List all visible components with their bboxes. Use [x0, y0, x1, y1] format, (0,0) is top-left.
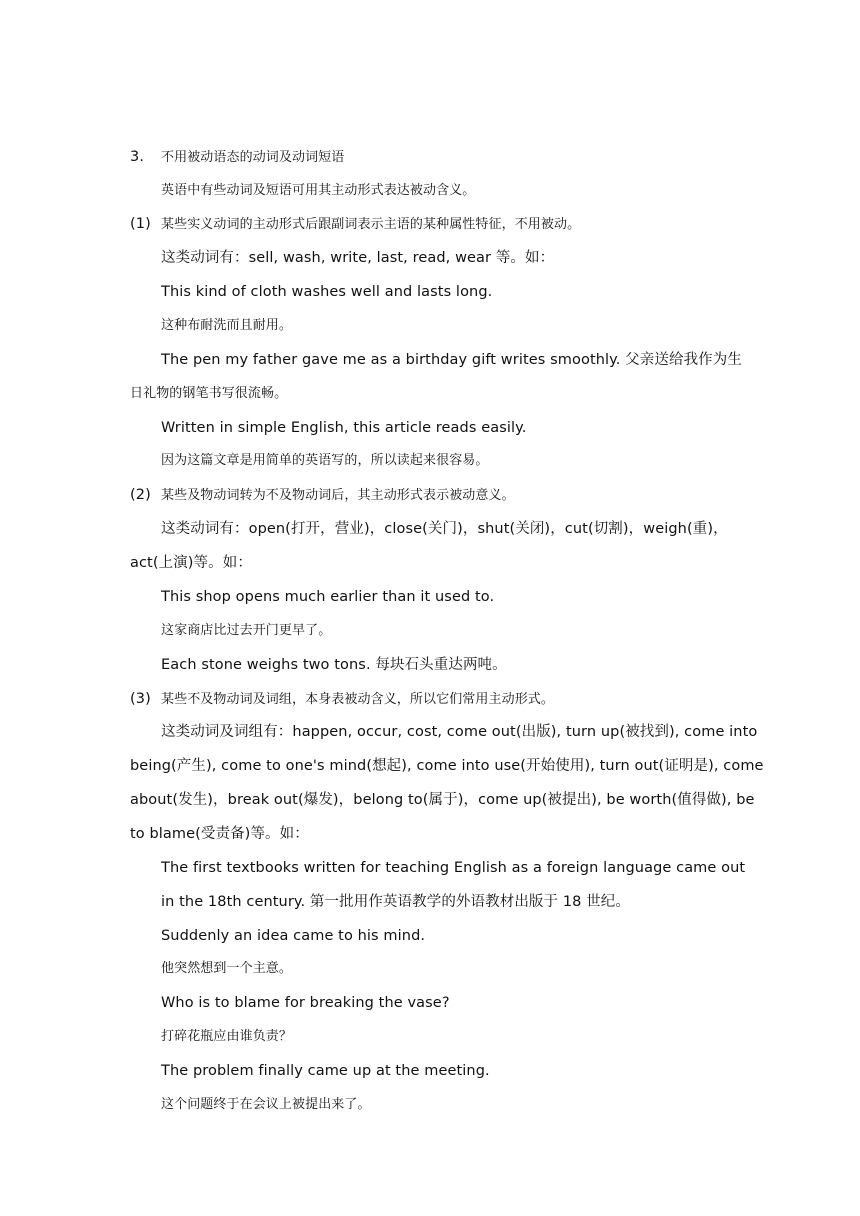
verb-list: 这类动词及词组有：happen, occur, cost, come out(出版), turn up(被找到), come into [161, 724, 758, 740]
verb-list-continued: to blame(受责备)等。如： [130, 826, 309, 842]
example-translation: 打碎花瓶应由谁负责？ [161, 1029, 293, 1044]
example-sentence: Written in simple English, this article reads easily. [161, 420, 527, 436]
verb-list-continued: being(产生), come to one's mind(想起), come into use(开始使用), turn out(证明是), come [130, 758, 764, 774]
example-translation: 这家商店比过去开门更早了。 [161, 623, 332, 638]
example-sentence-continued: in the 18th century. 第一批用作英语教学的外语教材出版于 18 世纪。 [161, 894, 630, 910]
subsection-title: 某些实义动词的主动形式后跟副词表示主语的某种属性特征，不用被动。 [161, 217, 581, 232]
example-sentence: The first textbooks written for teaching English as a foreign language came out [161, 860, 746, 876]
example-sentence: This shop opens much earlier than it used to. [161, 589, 495, 605]
example-translation: 日礼物的钢笔书写很流畅。 [130, 386, 288, 401]
example-sentence: Suddenly an idea came to his mind. [161, 928, 426, 944]
example-sentence: The pen my father gave me as a birthday gift writes smoothly. 父亲送给我作为生 [161, 352, 742, 368]
example-translation: 这个问题终于在会议上被提出来了。 [161, 1097, 371, 1112]
subsection-heading [130, 688, 554, 712]
subsection-number: (2) [130, 487, 151, 503]
section-title: 不用被动语态的动词及动词短语 [161, 150, 345, 165]
subsection-title: 某些不及物动词及词组，本身表被动含义，所以它们常用主动形式。 [161, 692, 555, 707]
section-number: 3. [130, 149, 145, 165]
subsection-title: 某些及物动词转为不及物动词后，其主动形式表示被动意义。 [161, 488, 515, 503]
example-sentence: This kind of cloth washes well and lasts long. [161, 284, 493, 300]
example-sentence: Each stone weighs two tons. 每块石头重达两吨。 [161, 657, 507, 673]
example-translation: 他突然想到一个主意。 [161, 961, 293, 976]
verb-list: 这类动词有：sell, wash, write, last, read, wear 等。如： [161, 250, 555, 266]
example-translation: 这种布耐洗而且耐用。 [161, 318, 293, 333]
verb-list: 这类动词有：open(打开，营业)，close(关门)，shut(关闭)，cut(切割)，weigh(重)， [161, 521, 728, 537]
intro-text: 英语中有些动词及短语可用其主动形式表达被动含义。 [161, 183, 476, 198]
subsection-number: (3) [130, 691, 151, 707]
verb-list-continued: act(上演)等。如： [130, 555, 252, 571]
example-sentence: Who is to blame for breaking the vase? [161, 995, 450, 1011]
section-heading [130, 146, 344, 170]
example-sentence: The problem finally came up at the meeting. [161, 1063, 490, 1079]
subsection-number: (1) [130, 216, 151, 232]
subsection-heading [130, 484, 515, 508]
example-translation: 因为这篇文章是用简单的英语写的，所以读起来很容易。 [161, 453, 489, 468]
subsection-heading [130, 213, 580, 237]
verb-list-continued: about(发生)，break out(爆发)，belong to(属于)，come up(被提出), be worth(值得做), be [130, 792, 755, 808]
